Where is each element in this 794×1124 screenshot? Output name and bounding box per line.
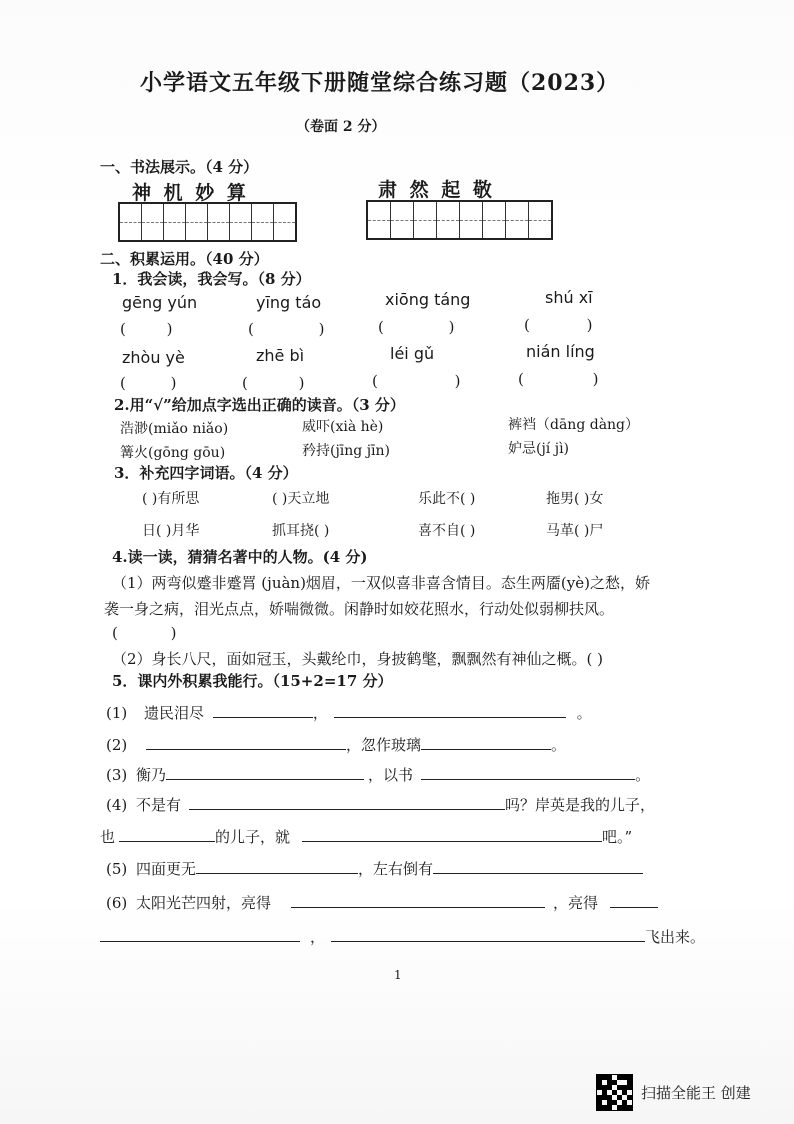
q2-heading: 2.用“√”给加点字选出正确的读音。（3 分） — [114, 396, 405, 414]
line-text: ，左右倒有 — [358, 860, 434, 878]
line-text: 遗民泪尽 — [144, 704, 205, 722]
pinyin-item: xiōng táng — [385, 290, 471, 309]
line-text: 太阳光芒四射，亮得 — [136, 894, 272, 912]
recite-line-6-cont — [100, 926, 705, 947]
answer-paren[interactable]: ( ) — [518, 370, 599, 388]
line-text: ， — [312, 704, 328, 722]
line-text: ，亮得 — [553, 894, 599, 912]
answer-paren[interactable]: ( ) — [378, 318, 455, 336]
q4-passage-1-cont: 袭一身之病，泪光点点，娇喘微微。闲静时如姣花照水，行动处似弱柳扶风。 — [104, 600, 615, 618]
pinyin-item: shú xī — [545, 288, 593, 307]
line-number: (1) — [106, 704, 128, 722]
section2-heading: 二、积累运用。（40 分） — [100, 250, 269, 268]
answer-blank[interactable] — [119, 840, 215, 842]
idiom-blank[interactable]: ( )有所思 — [142, 491, 200, 507]
answer-paren[interactable]: ( ) — [120, 320, 173, 338]
line-text: 衡乃 — [136, 766, 167, 784]
scanner-watermark — [596, 1074, 751, 1111]
line-number: (3) — [106, 766, 128, 784]
writing-grid-a[interactable] — [118, 202, 297, 242]
line-text: 吧。” — [602, 828, 633, 846]
line-number: (5) — [106, 860, 128, 878]
line-text: ，忽作玻璃 — [346, 736, 422, 754]
recite-line-5 — [106, 858, 643, 879]
page-title: 小学语文五年级下册随堂综合练习题（2023） — [140, 70, 620, 96]
line-number: (4) — [106, 796, 128, 814]
line-number: (6) — [106, 894, 128, 912]
pinyin-item: yīng táo — [256, 293, 322, 312]
reading-choice: 浩渺(miǎo niǎo) — [120, 421, 229, 437]
answer-blank[interactable] — [334, 716, 566, 718]
idiom-blank[interactable]: 马革( )尸 — [546, 523, 604, 539]
pinyin-item: zhē bì — [256, 346, 305, 365]
line-text: 四面更无 — [136, 860, 197, 878]
scanner-label: 扫描全能王 创建 — [641, 1084, 751, 1102]
answer-paren[interactable]: ( ) — [372, 372, 461, 390]
q1-heading: 1．我会读，我会写。（8 分） — [112, 270, 311, 288]
answer-blank[interactable] — [421, 748, 551, 750]
recite-line-3 — [106, 764, 650, 785]
reading-choice: 篝火(gōng gōu) — [120, 445, 226, 461]
pinyin-item: nián líng — [526, 342, 595, 361]
answer-blank[interactable] — [213, 716, 313, 718]
q4-answer-1[interactable]: ( ) — [112, 624, 177, 642]
line-text: 不是有 — [136, 796, 182, 814]
answer-blank[interactable] — [196, 872, 358, 874]
line-text: ，以书 — [368, 766, 414, 784]
line-text: 吗？岸英是我的儿子， — [505, 796, 656, 814]
pinyin-item: zhòu yè — [122, 348, 185, 367]
answer-blank[interactable] — [610, 906, 658, 908]
section1-heading: 一、书法展示。（4 分） — [100, 158, 259, 176]
answer-blank[interactable] — [421, 778, 635, 780]
answer-blank[interactable] — [331, 940, 645, 942]
answer-paren[interactable]: ( ) — [248, 320, 325, 338]
idiom-blank[interactable]: 抓耳挠( ) — [272, 523, 330, 539]
page-subtitle: （卷面 2 分） — [296, 119, 386, 135]
line-text: 。 — [635, 766, 651, 784]
line-text: 飞出来。 — [645, 928, 706, 946]
answer-blank[interactable] — [189, 808, 505, 810]
idiom-blank[interactable]: 乐此不( ) — [418, 491, 476, 507]
line-text: ， — [310, 928, 326, 946]
line-text: 。 — [576, 704, 592, 722]
page-number: 1 — [394, 968, 402, 982]
pinyin-item: léi gǔ — [390, 344, 435, 363]
q5-heading: 5．课内外积累我能行。（15+2=17 分） — [112, 672, 393, 690]
q4-passage-2: （2）身长八尺，面如冠玉，头戴纶巾，身披鹤氅，飘飘然有神仙之概。( ) — [112, 650, 604, 668]
qr-code-icon — [596, 1074, 633, 1111]
answer-paren[interactable]: ( ) — [120, 374, 177, 392]
calligraphy-word-a: 神 机 妙 算 — [132, 182, 246, 204]
idiom-blank[interactable]: ( )天立地 — [272, 491, 330, 507]
pinyin-item: gēng yún — [122, 293, 198, 312]
idiom-blank[interactable]: 喜不自( ) — [418, 523, 476, 539]
line-text: 的儿子，就 — [215, 828, 291, 846]
line-text: 也 — [100, 828, 116, 846]
recite-line-1 — [106, 702, 592, 723]
q4-passage-1: （1）两弯似蹙非蹙罥 (juàn)烟眉，一双似喜非喜含情目。态生两靥(yè)之愁，娇 — [112, 574, 650, 592]
recite-line-4 — [106, 794, 655, 815]
q4-heading: 4.读一读，猜猜名著中的人物。(4 分) — [112, 548, 368, 566]
answer-blank[interactable] — [166, 778, 364, 780]
answer-blank[interactable] — [100, 940, 300, 942]
answer-blank[interactable] — [302, 840, 602, 842]
idiom-blank[interactable]: 拖男( )女 — [546, 491, 604, 507]
answer-blank[interactable] — [291, 906, 545, 908]
answer-blank[interactable] — [433, 872, 643, 874]
reading-choice: 威吓(xià hè) — [302, 419, 384, 435]
answer-paren[interactable]: ( ) — [242, 374, 305, 392]
reading-choice: 矜持(jīng jīn) — [302, 443, 391, 459]
recite-line-2 — [106, 734, 566, 755]
line-number: (2) — [106, 736, 128, 754]
recite-line-6 — [106, 892, 658, 913]
calligraphy-word-b: 肃 然 起 敬 — [378, 179, 492, 201]
reading-choice: 裤裆（dāng dàng） — [508, 417, 640, 433]
q3-heading: 3．补充四字词语。（4 分） — [114, 464, 298, 482]
recite-line-4-cont — [100, 826, 632, 847]
reading-choice: 妒忌(jí jì) — [508, 441, 570, 457]
answer-paren[interactable]: ( ) — [524, 316, 593, 334]
writing-grid-b[interactable] — [366, 200, 553, 240]
answer-blank[interactable] — [146, 748, 346, 750]
line-text: 。 — [551, 736, 567, 754]
idiom-blank[interactable]: 日( )月华 — [142, 523, 200, 539]
